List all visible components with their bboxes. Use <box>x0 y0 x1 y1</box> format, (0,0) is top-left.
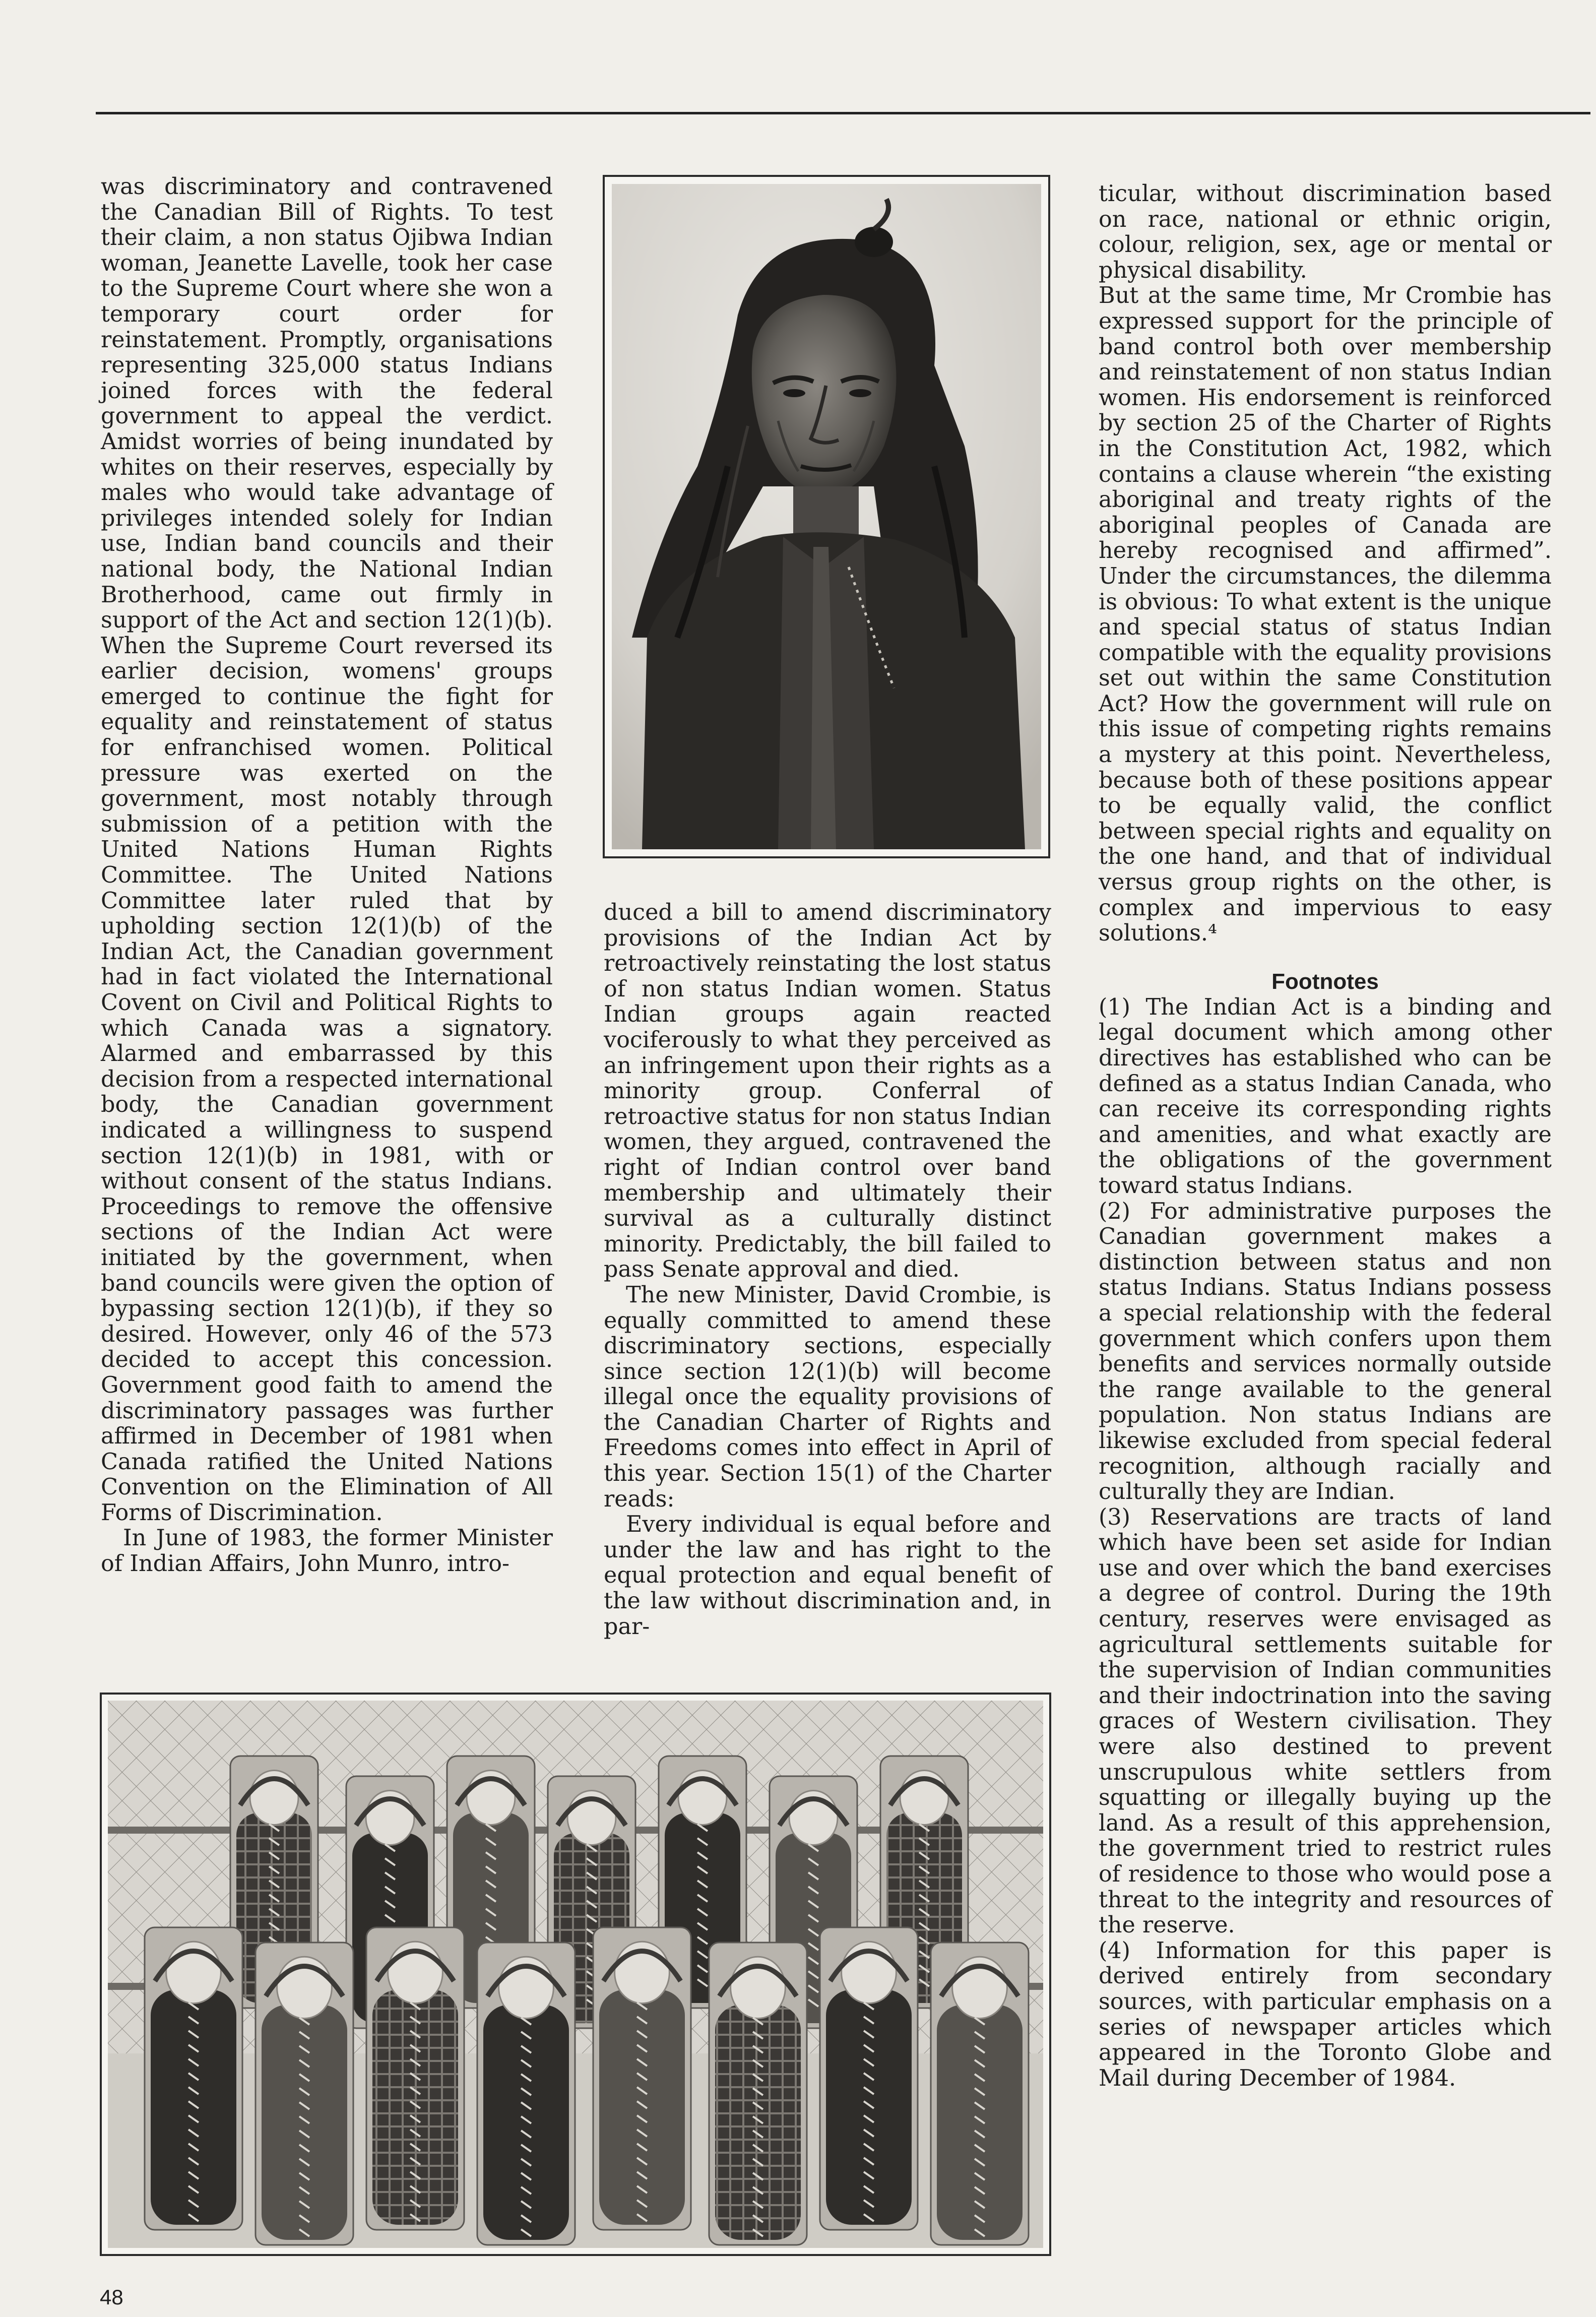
footnote-item: (2) For administrative purposes the Canadian government makes a distinction between status and non status Indians. Status Indians possess a special relationship with the federal government which confers upon them benefits and services normally outside the range available to the general population. Non status Indians are likewise excluded from special federal recognition, although racially and culturally they are Indian. <box>1099 1198 1552 1505</box>
cradleboard-figure <box>477 1943 575 2245</box>
cradleboard-figure <box>820 1927 918 2230</box>
cradleboard-figure <box>145 1927 242 2230</box>
portrait-photo <box>612 184 1041 849</box>
top-rule <box>96 112 1590 114</box>
charter-quote: Every individual is equal before and under the law and has right to the equal protection and equal benefit of the law without discrimination and, in par- <box>604 1512 1051 1640</box>
cradleboard-figure <box>709 1943 807 2245</box>
column-middle <box>604 900 1051 1640</box>
body-paragraph: was discriminatory and contravened the Canadian Bill of Rights. To test their claim, a non status Ojibwa Indian woman, Jeanette Lavelle, took her case to the Supreme Court where she won a temporary court order for reinstatement. Promptly, organisations representing 325,000 status Indians joined forces with the federal government to appeal the verdict. Amidst worries of being inundated by whites on their reserves, especially by males who would take advantage of privileges intended solely for Indian use, Indian band councils and their national body, the National Indian Brotherhood, came out firmly in support of the Act and section 12(1)(b). When the Supreme Court reversed its earlier decision, womens' groups emerged to continue the fight for equality and reinstatement of status for enfranchised women. Political pressure was exerted on the government, most notably through submission of a petition with the United Nations Human Rights Committee. The United Nations Committee later ruled that by upholding section 12(1)(b) of the Indian Act, the Canadian government had in fact violated the International Covent on Civil and Political Rights to which Canada was a signatory. Alarmed and embarrassed by this decision from a respected international body, the Canadian government indicated a willingness to suspend section 12(1)(b) in 1981, with or without consent of the status Indians. Proceedings to remove the offensive sections of the Indian Act were initiated by the government, when band councils were given the option of bypassing section 12(1)(b), if they so desired. However, only 46 of the 573 decided to accept this concession. Government good faith to amend the discriminatory passages was further affirmed in December of 1981 when Canada ratified the United Nations Convention on the Elimination of All Forms of Discrimination. <box>101 174 553 1526</box>
portrait-photo-frame <box>603 175 1050 858</box>
body-paragraph: duced a bill to amend discriminatory provisions of the Indian Act by retroactively reinstating the lost status of non status Indian women. Status Indian groups again reacted vociferously to what they perceived as an infringement upon their rights as a minority group. Conferral of retroactive status for non status Indian women, they argued, contravened the right of Indian control over band membership and ultimately their survival as a culturally distinct minority. Predictably, the bill failed to pass Senate approval and died. <box>604 900 1051 1283</box>
cradleboard-figure <box>931 1943 1029 2245</box>
body-paragraph: The new Minister, David Crombie, is equally committed to amend these discriminatory sections, especially since section 12(1)(b) will become illegal once the equality provisions of the Canadian Charter of Rights and Freedoms comes into effect in April of this year. Section 15(1) of the Charter reads: <box>604 1282 1051 1512</box>
footnotes-heading: Footnotes <box>1271 969 1379 994</box>
body-paragraph: In June of 1983, the former Minister of Indian Affairs, John Munro, intro- <box>101 1525 553 1577</box>
footnote-item: (3) Reservations are tracts of land which have been set aside for Indian use and over which the band exercises a degree of control. During the 19th century, reserves were envisaged as agricultural settlements suitable for the supervision of Indian communities and their indoctrination into the saving graces of Western civilisation. They were also destined to prevent unscrupulous white settlers from squatting or illegally buying up the land. As a result of this apprehension, the government tried to restrict rules of residence to those who would pose a threat to the integrity and resources of the reserve. <box>1099 1504 1552 1938</box>
page-number: 48 <box>100 2285 123 2309</box>
cradleboard-figure <box>593 1927 691 2230</box>
cradleboards-photo-frame <box>100 1693 1051 2256</box>
cradleboards-photo <box>108 1701 1043 2248</box>
column-right <box>1099 181 1552 2091</box>
footnote-item: (4) Information for this paper is derived entirely from secondary sources, with particular emphasis on a series of newspaper articles which appeared in the Toronto Globe and Mail during December of 1984. <box>1099 1937 1552 2091</box>
body-paragraph: ticular, without discrimination based on race, national or ethnic origin, colour, religion, sex, age or mental or physical disability. <box>1099 181 1552 283</box>
footnote-item: (1) The Indian Act is a binding and legal document which among other directives has established who can be defined as a status Indian Canada, who can receive its corresponding rights and amenities, and what exactly are the obligations of the government toward status Indians. <box>1099 994 1552 1199</box>
cradleboard-figure <box>366 1927 464 2230</box>
column-left <box>101 174 553 1577</box>
body-paragraph: But at the same time, Mr Crombie has expressed support for the principle of band control both over membership and reinstatement of non status Indian women. His endorsement is reinforced by section 25 of the Charter of Rights in the Constitution Act, 1982, which contains a clause wherein “the existing aboriginal and treaty rights of the aboriginal peoples of Canada are hereby recognised and affirmed”. Under the circumstances, the dilemma is obvious: To what extent is the unique and special status of status Indian compatible with the equality provisions set out within the same Constitution Act? How the government will rule on this issue of competing rights remains a mystery at this point. Nevertheless, because both of these positions appear to be equally valid, the conflict between special rights and equality on the one hand, and that of individual versus group rights on the other, is complex and impervious to easy solutions.⁴ <box>1099 283 1552 947</box>
cradleboard-figure <box>256 1943 353 2245</box>
